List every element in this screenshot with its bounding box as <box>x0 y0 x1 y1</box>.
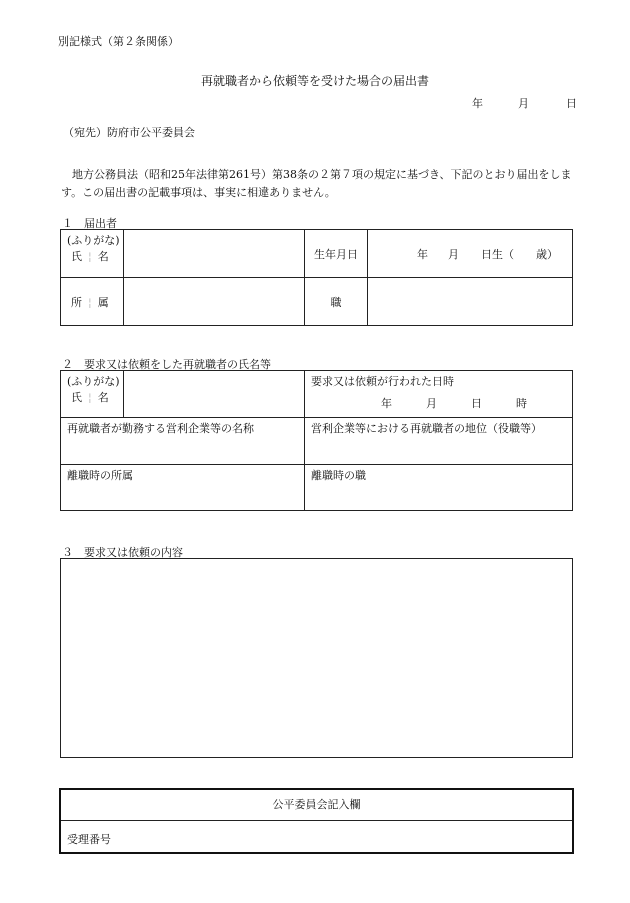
form-style-label: 別記様式（第２条関係） <box>58 35 179 48</box>
applicant-table <box>60 229 573 326</box>
office-use-title: 公平委員会記入欄 <box>61 790 572 821</box>
submission-date <box>472 95 577 111</box>
receipt-number-field[interactable] <box>61 821 572 847</box>
employer-name-cell[interactable] <box>61 418 305 465</box>
request-content-field[interactable] <box>60 558 573 758</box>
reemployed-person-table <box>60 370 573 511</box>
applicant-name-label-cell <box>61 230 124 278</box>
date-month-label: 月 <box>518 97 529 110</box>
applicant-name-field[interactable] <box>124 230 305 278</box>
reemployed-name-label-cell <box>61 371 124 418</box>
furigana-label: (ふりがな) <box>67 234 120 247</box>
employer-name-label: 再就職者が勤務する営利企業等の名称 <box>67 422 254 435</box>
former-job-label: 離職時の職 <box>311 469 366 482</box>
document-title: 再就職者から依頼等を受けた場合の届出書 <box>200 74 429 88</box>
section2-heading: ２ 要求又は依頼をした再就職者の氏名等 <box>62 358 271 371</box>
name-label: 氏 ¦ 名 <box>71 250 109 263</box>
request-datetime-label: 要求又は依頼が行われた日時 <box>311 375 454 388</box>
birth-date-label: 生年月日 <box>305 230 368 278</box>
former-affiliation-cell[interactable] <box>61 465 305 511</box>
former-job-cell[interactable] <box>305 465 573 511</box>
furigana-label: (ふりがな) <box>67 375 120 388</box>
job-label: 職 <box>305 278 368 326</box>
declaration-text: 地方公務員法（昭和25年法律第261号）第38条の２第７項の規定に基づき、下記のとおり届出をします。この届出書の記載事項は、事実に相違ありません。 <box>61 168 572 199</box>
date-year-label: 年 <box>472 97 483 110</box>
birth-date-field[interactable]: 年 月 日生（ 歳） <box>368 230 573 278</box>
reemployed-name-field[interactable] <box>124 371 305 418</box>
reemployed-position-cell[interactable] <box>305 418 573 465</box>
addressee: （宛先）防府市公平委員会 <box>63 126 195 139</box>
office-use-box <box>59 788 574 854</box>
request-datetime-cell[interactable] <box>305 371 573 418</box>
section1-heading: １ 届出者 <box>62 217 117 230</box>
reemployed-position-label: 営利企業等における再就職者の地位（役職等） <box>311 422 542 435</box>
affiliation-label: 所 ¦ 属 <box>61 278 124 326</box>
request-datetime-value: 年 月 日 時 <box>381 397 527 410</box>
date-day-label: 日 <box>566 97 577 110</box>
name-label: 氏 ¦ 名 <box>71 391 109 404</box>
affiliation-field[interactable] <box>124 278 305 326</box>
section3-heading: ３ 要求又は依頼の内容 <box>62 546 183 559</box>
job-field[interactable] <box>368 278 573 326</box>
receipt-number-label: 受理番号 <box>67 833 111 846</box>
former-affiliation-label: 離職時の所属 <box>67 469 133 482</box>
